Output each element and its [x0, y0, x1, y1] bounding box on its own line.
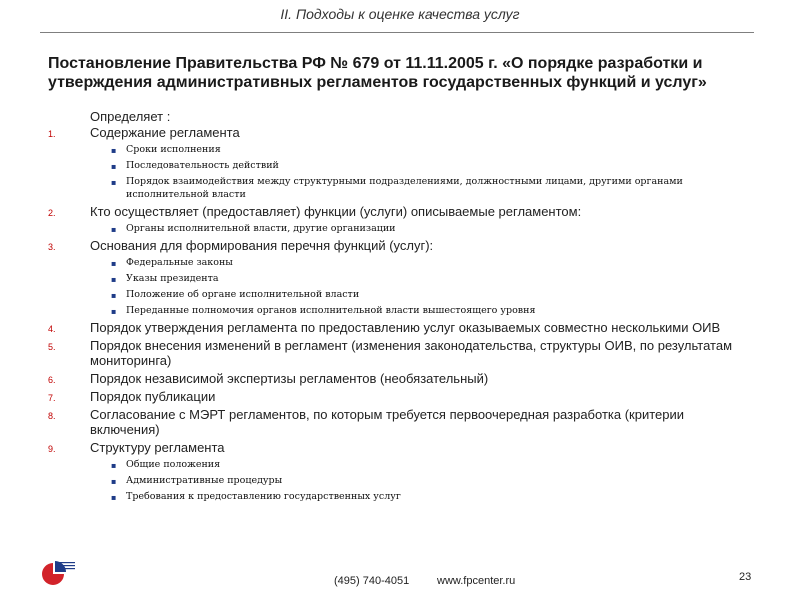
bullet-icon: ▪: [111, 493, 117, 502]
sub-list-item-text: Административные процедуры: [126, 475, 283, 486]
list-item: [0, 389, 750, 404]
bullet-icon: ▪: [111, 275, 117, 284]
list-item: [0, 204, 750, 219]
sub-list-item-text: Общие положения: [126, 459, 221, 470]
sub-list-item-text: Порядок взаимодействия между структурными подразделениями, должностными лицами, другими органами исполнительной власти: [126, 176, 683, 200]
bullet-icon: ▪: [111, 178, 117, 187]
list-item-text: Порядок независимой экспертизы регламентов (необязательный): [90, 371, 489, 386]
sub-list-item: [0, 474, 756, 487]
bullet-icon: ▪: [111, 461, 117, 470]
sub-list-item-text: Указы президента: [126, 273, 219, 284]
list-number: 2.: [48, 208, 56, 218]
list-number: 8.: [48, 411, 56, 421]
regulation-list: [0, 125, 800, 506]
list-number: 9.: [48, 444, 56, 454]
slide-title: Постановление Правительства РФ № 679 от 11.11.2005 г. «О порядке разработки и утверждения административных регламентов государственных функций и услуг»: [48, 55, 707, 91]
subject-label: Определяет :: [90, 109, 171, 124]
slide-header: II. Подходы к оценке качества услуг: [280, 6, 520, 22]
sub-list-item: [0, 159, 756, 172]
list-number: 7.: [48, 393, 56, 403]
sub-list-item-text: Положение об органе исполнительной власти: [126, 289, 360, 300]
sub-list-item: [0, 256, 756, 269]
sub-list-item: [0, 458, 756, 471]
list-item-text: Структуру регламента: [90, 440, 225, 455]
bullet-icon: ▪: [111, 259, 117, 268]
list-number: 1.: [48, 129, 56, 139]
bullet-icon: ▪: [111, 146, 117, 155]
list-number: 6.: [48, 375, 56, 385]
list-number: 5.: [48, 342, 56, 352]
list-item: [0, 238, 750, 253]
list-item: [0, 440, 750, 455]
sub-list-item-text: Последовательность действий: [126, 160, 279, 171]
sub-list-item-text: Органы исполнительной власти, другие организации: [126, 223, 396, 234]
footer-phone: (495) 740-4051: [334, 575, 410, 587]
footer-website[interactable]: www.fpcenter.ru: [437, 575, 516, 587]
list-item-text: Порядок утверждения регламента по предоставлению услуг оказываемых совместно несколькими ОИВ: [90, 320, 721, 335]
sub-list-item-text: Переданные полномочия органов исполнительной власти вышестоящего уровня: [126, 305, 536, 316]
list-item: [0, 338, 750, 368]
list-item-text: Порядок публикации: [90, 389, 216, 404]
sub-list-item: [0, 490, 756, 503]
page-number: 23: [739, 571, 752, 583]
bullet-icon: ▪: [111, 225, 117, 234]
header-divider: [40, 32, 754, 33]
list-item: [0, 407, 750, 437]
bullet-icon: ▪: [111, 477, 117, 486]
sub-list-item: [0, 143, 756, 156]
logo-icon: [37, 558, 77, 588]
sub-list-item: [0, 175, 756, 201]
bullet-icon: ▪: [111, 162, 117, 171]
list-item-text: Содержание регламента: [90, 125, 240, 140]
list-item-text: Согласование с МЭРТ регламентов, по которым требуется первоочередная разработка (критерии включения): [90, 407, 685, 437]
list-number: 4.: [48, 324, 56, 334]
list-item-text: Порядок внесения изменений в регламент (изменения законодательства, структуры ОИВ, по результатам мониторинга): [90, 338, 733, 368]
sub-list-item: [0, 304, 756, 317]
list-item-text: Основания для формирования перечня функций (услуг):: [90, 238, 434, 253]
list-item: [0, 371, 750, 386]
sub-list-item-text: Сроки исполнения: [126, 144, 221, 155]
list-item: [0, 320, 750, 335]
list-item-text: Кто осуществляет (предоставляет) функции (услуги) описываемые регламентом:: [90, 204, 582, 219]
sub-list-item: [0, 222, 756, 235]
list-item: [0, 125, 750, 140]
list-number: 3.: [48, 242, 56, 252]
sub-list-item-text: Федеральные законы: [126, 257, 233, 268]
bullet-icon: ▪: [111, 307, 117, 316]
sub-list-item: [0, 272, 756, 285]
sub-list-item: [0, 288, 756, 301]
sub-list-item-text: Требования к предоставлению государственных услуг: [126, 491, 401, 502]
bullet-icon: ▪: [111, 291, 117, 300]
